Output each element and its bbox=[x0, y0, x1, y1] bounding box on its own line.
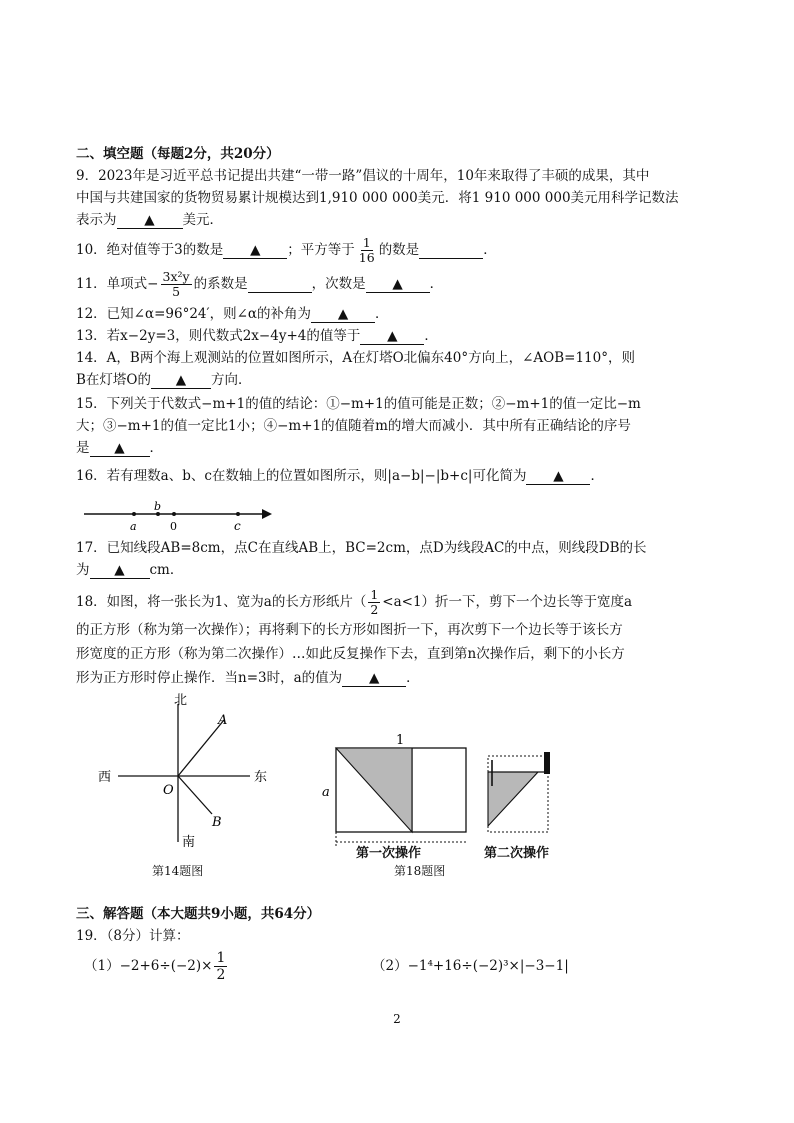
q17-line2 bbox=[76, 560, 716, 580]
fig14-caption: 第14题图 bbox=[152, 864, 204, 878]
q18-frac-num: 1 bbox=[370, 587, 379, 602]
ray-oa bbox=[178, 720, 224, 776]
page-number: 2 bbox=[393, 1012, 401, 1026]
q17-blank[interactable]: ▲ bbox=[90, 562, 150, 579]
q18-line4 bbox=[76, 668, 716, 688]
q17-line2-suffix: cm． bbox=[149, 562, 184, 578]
q11-blank2[interactable]: ▲ bbox=[366, 276, 430, 293]
q18-line1-prefix: 18．如图，将一张长为1、宽为a的长方形纸片（ bbox=[76, 594, 367, 610]
q13-blank[interactable]: ▲ bbox=[360, 328, 424, 345]
axis-label-a: a bbox=[130, 520, 137, 532]
q11-blank1[interactable] bbox=[248, 276, 312, 293]
q16-suffix: ． bbox=[590, 468, 604, 484]
q13-suffix: ． bbox=[424, 328, 438, 344]
ray-ob bbox=[178, 776, 212, 814]
q16-prefix: 16．若有理数a、b、c在数轴上的位置如图所示，则|a−b|−|b+c|可化简为 bbox=[76, 468, 527, 484]
q10-mid: ；平方等于 bbox=[287, 242, 355, 258]
q18-fraction bbox=[368, 588, 380, 617]
q10-frac-num: 1 bbox=[362, 235, 371, 250]
q14-line1: 14．A，B两个海上观测站的位置如图所示，A在灯塔O北偏东40°方向上，∠AOB=110°，则 bbox=[76, 350, 635, 366]
q15-line2: 大；③−m+1的值一定比1小；④−m+1的值随着m的增大而减小．其中所有正确结论的序号 bbox=[76, 418, 631, 434]
q15-line3-prefix: 是 bbox=[76, 440, 90, 456]
fig18-caption: 第18题图 bbox=[394, 864, 446, 878]
fig18-folding-diagram bbox=[316, 730, 576, 860]
q9-line2: 中国与共建国家的货物贸易累计规模达到1,910 000 000美元．将1 910 000 000美元用科学记数法 bbox=[76, 190, 679, 206]
q18-line1-suffix: <a<1）折一下，剪下一个边长等于宽度a bbox=[382, 594, 633, 610]
section-3-title: 三、解答题（本大题共9小题，共64分） bbox=[76, 906, 321, 922]
point-zero bbox=[172, 512, 176, 516]
second-edge-mark bbox=[544, 752, 550, 774]
q12 bbox=[76, 304, 716, 324]
number-line-arrow-icon bbox=[262, 509, 272, 519]
section-2-title: 二、填空题（每题2分，共20分） bbox=[76, 146, 280, 162]
q15-line1: 15．下列关于代数式−m+1的值的结论：①−m+1的值可能是正数；②−m+1的值一定比−m bbox=[76, 396, 641, 412]
q13-text: 13．若x−2y=3，则代数式2x−4y+4的值等于 bbox=[76, 328, 361, 344]
q18-line4-prefix: 形为正方形时停止操作．当n=3时，a的值为 bbox=[76, 670, 343, 686]
q15-line3 bbox=[76, 438, 716, 458]
q14-line2-suffix: 方向． bbox=[211, 372, 252, 388]
label-east: 东 bbox=[254, 770, 268, 785]
label-west: 西 bbox=[98, 770, 112, 785]
label-a-side: a bbox=[322, 785, 330, 800]
q18-frac-den: 2 bbox=[370, 602, 379, 617]
q19-title: 19．（8分）计算： bbox=[76, 928, 190, 944]
q16-number-line bbox=[80, 500, 280, 532]
q19-frac-num: 1 bbox=[216, 950, 226, 966]
q10-suffix: ． bbox=[483, 242, 497, 258]
q18-line3: 形宽度的正方形（称为第二次操作）…如此反复操作下去，直到第n次操作后，剩下的小长方 bbox=[76, 646, 625, 662]
q13 bbox=[76, 326, 716, 346]
q11-mid: 的系数是 bbox=[193, 276, 248, 292]
q16-blank[interactable]: ▲ bbox=[526, 468, 590, 485]
label-b: B bbox=[212, 815, 222, 830]
axis-label-b: b bbox=[154, 500, 162, 513]
q10-fraction bbox=[357, 236, 377, 265]
q19-part1-text: （1）−2+6÷(−2)× bbox=[84, 958, 213, 974]
q11-frac-num: 3x²y bbox=[162, 269, 190, 284]
q12-text: 12．已知∠α=96°24′，则∠α的补角为 bbox=[76, 306, 312, 322]
fig14-compass-diagram bbox=[90, 690, 290, 850]
q12-suffix: ． bbox=[375, 306, 389, 322]
fig18-op1-label: 第一次操作 bbox=[356, 846, 422, 861]
q9-line3 bbox=[76, 210, 716, 230]
q10-mid2: 的数是 bbox=[378, 242, 420, 258]
q18-line4-suffix: ． bbox=[406, 670, 420, 686]
q11-frac-den: 5 bbox=[172, 284, 181, 299]
q18-line1 bbox=[76, 588, 716, 617]
q18-line2: 的正方形（称为第一次操作）；再将剩下的长方形如图折一下，再次剪下一个边长等于该长方 bbox=[76, 622, 623, 638]
q15-line3-suffix: ． bbox=[149, 440, 163, 456]
second-fold-triangle bbox=[488, 772, 538, 826]
label-south: 南 bbox=[182, 835, 196, 850]
axis-label-zero: 0 bbox=[170, 520, 177, 532]
q9-answer-blank[interactable]: ▲ bbox=[117, 212, 183, 229]
q11-prefix: 11．单项式− bbox=[76, 276, 159, 292]
q17-line1: 17．已知线段AB=8cm，点C在直线AB上，BC=2cm，点D为线段AC的中点，则线段DB的长 bbox=[76, 540, 647, 556]
q10-frac-den: 16 bbox=[358, 250, 375, 265]
point-c bbox=[236, 512, 240, 516]
q10-blank2[interactable] bbox=[419, 242, 483, 259]
q15-blank[interactable]: ▲ bbox=[90, 440, 150, 457]
q11-suffix: ． bbox=[429, 276, 444, 292]
fig18-op2-label: 第二次操作 bbox=[484, 846, 550, 861]
q9-line3-suffix: 美元． bbox=[182, 212, 223, 228]
first-fold-triangle bbox=[336, 748, 412, 832]
q11-mid2: ，次数是 bbox=[311, 276, 366, 292]
q17-line2-prefix: 为 bbox=[76, 562, 90, 578]
axis-label-c: c bbox=[234, 519, 241, 532]
q19-part2: （2）−1⁴+16÷(−2)³×|−3−1| bbox=[372, 958, 569, 974]
q19-frac-den: 2 bbox=[216, 967, 226, 983]
label-o: O bbox=[163, 783, 174, 798]
q19-part1-fraction bbox=[214, 950, 227, 983]
q18-blank[interactable]: ▲ bbox=[342, 670, 406, 687]
q16 bbox=[76, 466, 716, 486]
q9-line3-prefix: 表示为 bbox=[76, 212, 117, 228]
q14-line2 bbox=[76, 370, 716, 390]
q14-line2-prefix: B在灯塔O的 bbox=[76, 372, 151, 388]
q9-line1: 9．2023年是习近平总书记提出共建“一带一路”倡议的十周年，10年来取得了丰硕的成果，其中 bbox=[76, 168, 650, 184]
q11-fraction bbox=[161, 270, 192, 299]
label-a: A bbox=[218, 713, 228, 728]
q11 bbox=[76, 270, 716, 299]
point-a bbox=[132, 512, 136, 516]
label-north: 北 bbox=[174, 693, 188, 708]
q10-prefix: 10．绝对值等于3的数是 bbox=[76, 242, 224, 258]
q10 bbox=[76, 236, 716, 265]
q10-blank1[interactable]: ▲ bbox=[223, 242, 287, 259]
label-one: 1 bbox=[396, 733, 405, 748]
q12-blank[interactable]: ▲ bbox=[311, 306, 375, 323]
q14-blank[interactable]: ▲ bbox=[151, 372, 211, 389]
